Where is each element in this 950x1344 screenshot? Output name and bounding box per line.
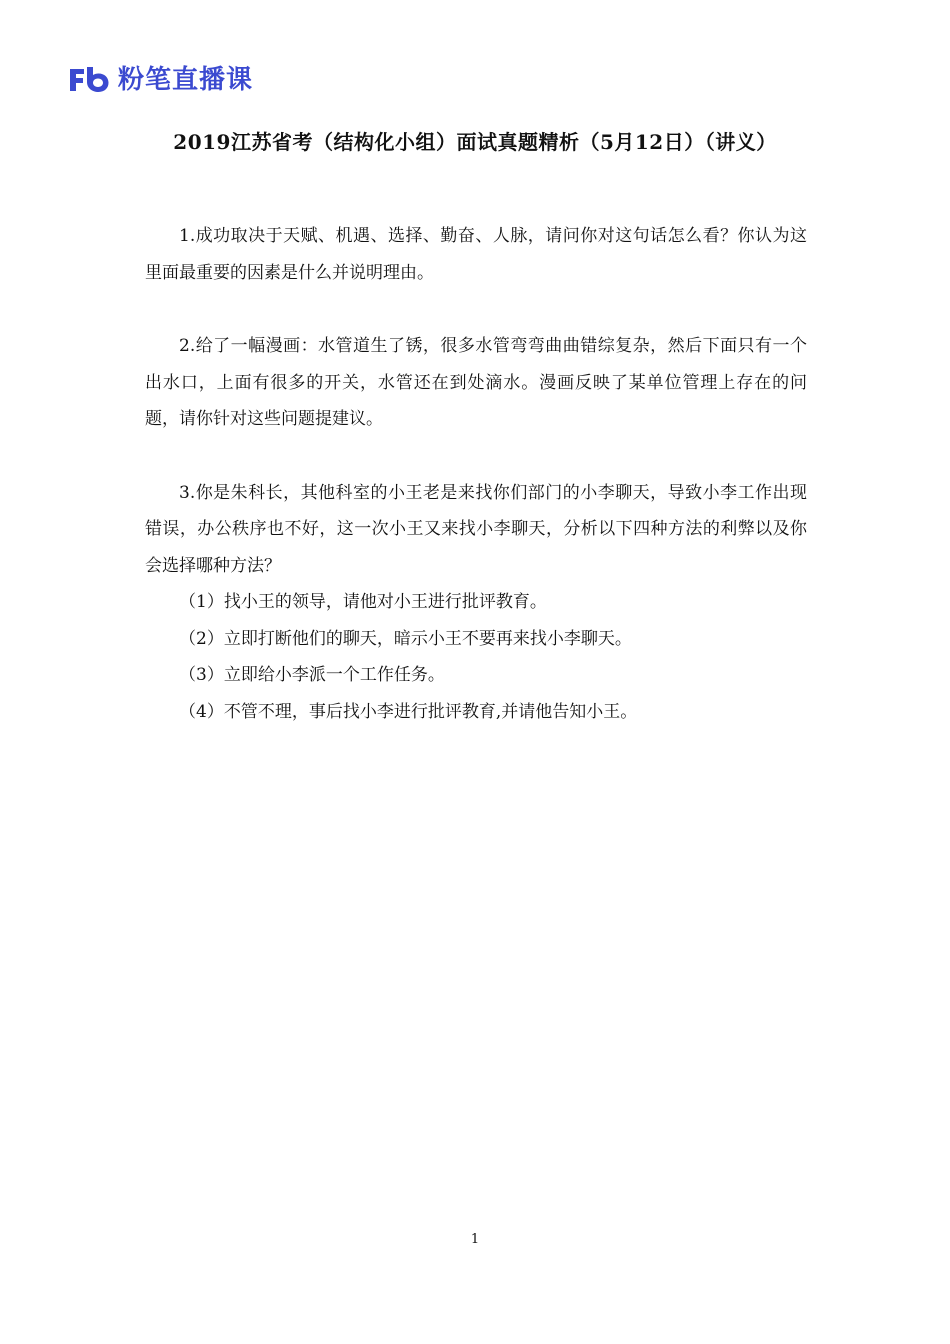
brand-name: 粉笔直播课 (118, 65, 254, 95)
brand-logo (68, 62, 253, 98)
option-1: （1）找小王的领导，请他对小王进行批评教育。 (179, 592, 547, 612)
document-body (145, 218, 807, 730)
page-number: 1 (470, 1232, 480, 1247)
option-2: （2）立即打断他们的聊天，暗示小王不要再来找小李聊天。 (179, 628, 632, 649)
option-4: （4）不管不理，事后找小李进行批评教育,并请他告知小王。 (179, 701, 638, 722)
question-2: 2.给了一幅漫画：水管道生了锈，很多水管弯弯曲曲错综复杂，然后下面只有一个出水口，上面有很多的开关，水管还在到处滴水。漫画反映了某单位管理上存在的问题，请你针对这些问题提建议。 (145, 336, 807, 429)
question-1: 1.成功取决于天赋、机遇、选择、勤奋、人脉，请问你对这句话怎么看？你认为这里面最重要的因素是什么并说明理由。 (145, 226, 807, 283)
fb-logo-icon (68, 66, 112, 94)
document-title: 2019江苏省考（结构化小组）面试真题精析（5月12日）（讲义） (173, 130, 777, 154)
option-3: （3）立即给小李派一个工作任务。 (179, 665, 445, 685)
question-3: 3.你是朱科长，其他科室的小王老是来找你们部门的小李聊天，导致小李工作出现错误，办公秩序也不好，这一次小王又来找小李聊天，分析以下四种方法的利弊以及你会选择哪种方法？ (145, 482, 807, 576)
